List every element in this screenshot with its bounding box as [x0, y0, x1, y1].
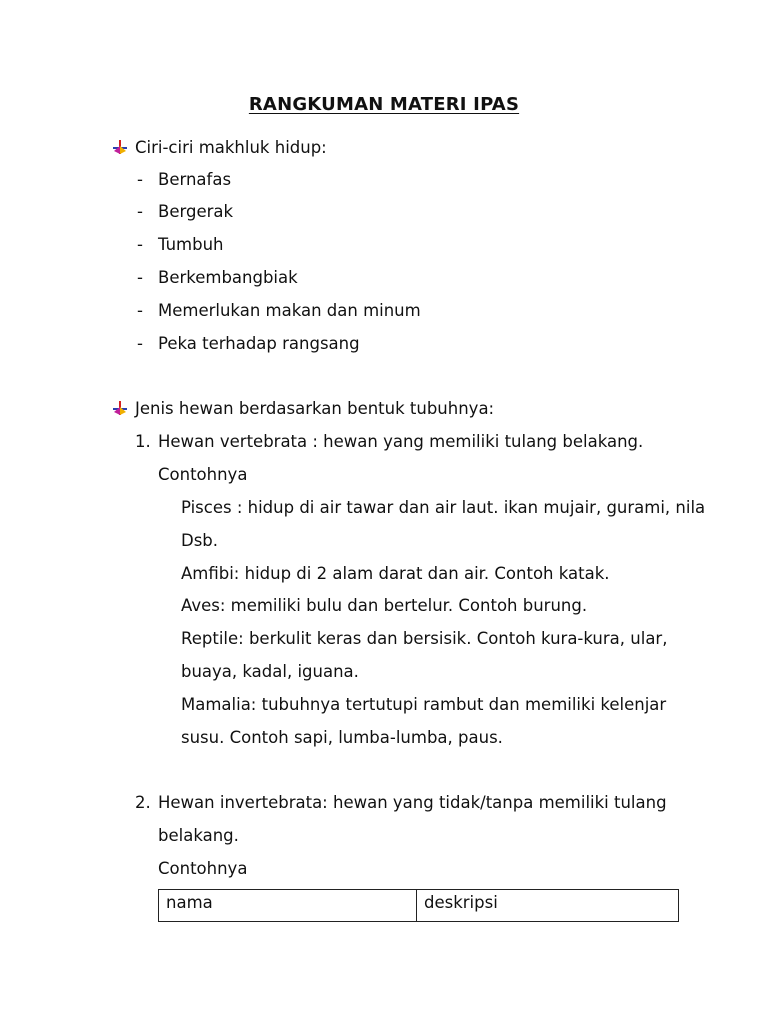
- list-item: Memerlukan makan dan minum: [158, 301, 421, 320]
- example-line: Mamalia: tubuhnya tertutupi rambut dan memiliki kelenjar: [181, 695, 667, 714]
- invertebrata-text-cont: belakang.: [158, 826, 239, 845]
- example-line: Amfibi: hidup di 2 alam darat dan air. Contoh katak.: [181, 564, 610, 583]
- list-item: Bernafas: [158, 170, 232, 189]
- list-dash: -: [137, 334, 143, 353]
- list-item: Peka terhadap rangsang: [158, 334, 360, 353]
- list-dash: -: [137, 202, 143, 221]
- invertebrata-table: [158, 889, 679, 922]
- invertebrata-text: Hewan invertebrata: hewan yang tidak/tanpa memiliki tulang: [158, 793, 667, 812]
- contoh-label: Contohnya: [158, 465, 248, 484]
- arrow-bullet-icon: [113, 401, 127, 415]
- example-line: Aves: memiliki bulu dan bertelur. Contoh burung.: [181, 596, 588, 615]
- list-item: Bergerak: [158, 202, 234, 221]
- list-item: Tumbuh: [158, 235, 224, 254]
- list-dash: -: [137, 301, 143, 320]
- contoh-label: Contohnya: [158, 859, 248, 878]
- list-dash: -: [137, 170, 143, 189]
- list-item: Berkembangbiak: [158, 268, 298, 287]
- list-number: 1.: [135, 432, 151, 451]
- list-dash: -: [137, 235, 143, 254]
- list-number: 2.: [135, 793, 151, 812]
- example-line: susu. Contoh sapi, lumba-lumba, paus.: [181, 728, 503, 747]
- example-line: Pisces : hidup di air tawar dan air laut. ikan mujair, gurami, nila: [181, 498, 706, 517]
- list-dash: -: [137, 268, 143, 287]
- example-line: Dsb.: [181, 531, 219, 550]
- section1-heading: Ciri-ciri makhluk hidup:: [135, 138, 327, 157]
- example-line: Reptile: berkulit keras dan bersisik. Contoh kura-kura, ular,: [181, 629, 668, 648]
- table-header-cell: nama: [159, 890, 417, 922]
- document-title: RANGKUMAN MATERI IPAS: [248, 94, 520, 115]
- arrow-bullet-icon: [113, 140, 127, 154]
- vertebrata-text: Hewan vertebrata : hewan yang memiliki tulang belakang.: [158, 432, 644, 451]
- table-row: [159, 890, 679, 922]
- table-header-cell: deskripsi: [417, 890, 679, 922]
- example-line: buaya, kadal, iguana.: [181, 662, 359, 681]
- section2-heading: Jenis hewan berdasarkan bentuk tubuhnya:: [135, 399, 495, 418]
